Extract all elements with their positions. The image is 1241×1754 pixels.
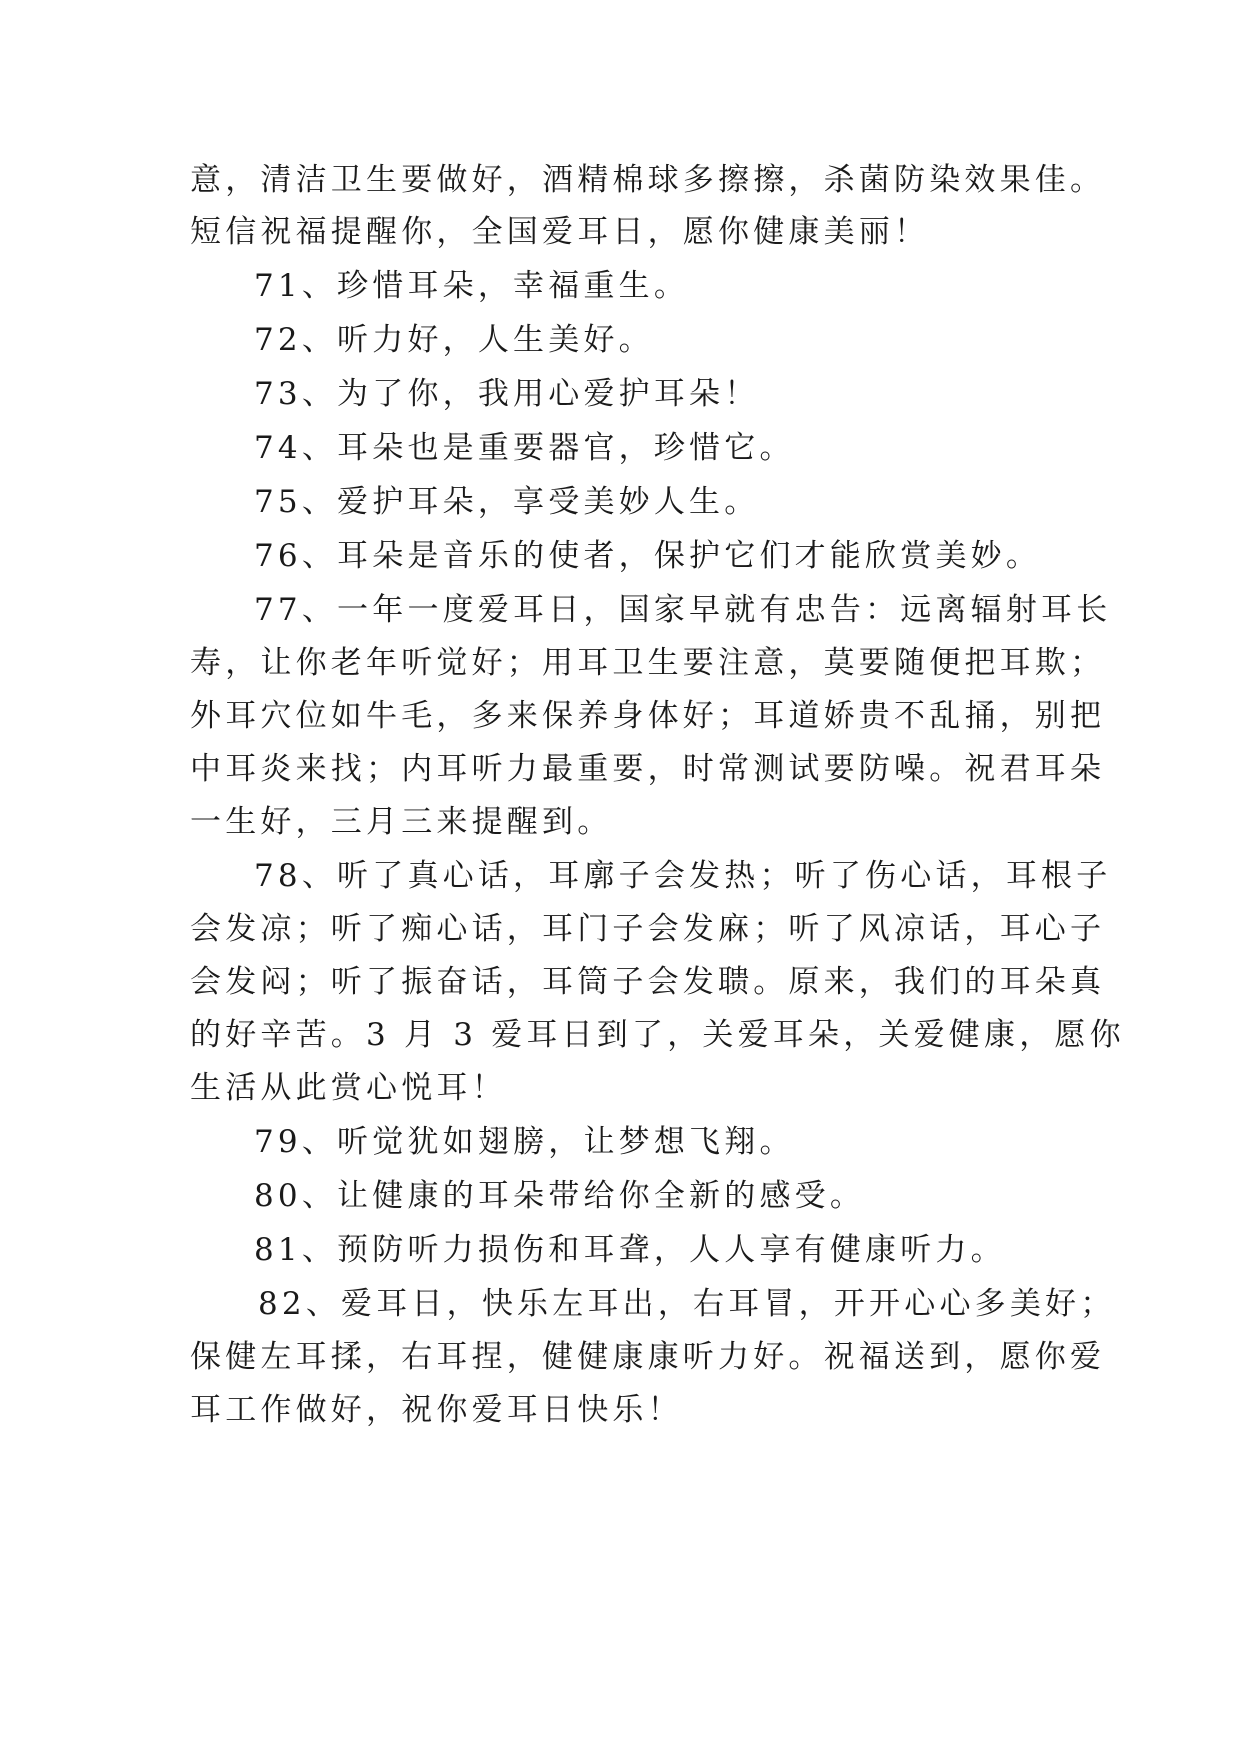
text-line: 会发闷；听了振奋话，耳筒子会发聩。原来，我们的耳朵真 [190,964,1106,1000]
list-item-78: 78、听了真心话，耳廓子会发热；听了伤心话，耳根子 [254,858,1112,894]
text-line: 中耳炎来找；内耳听力最重要，时常测试要防噪。祝君耳朵 [190,751,1106,787]
text-line: 寿，让你老年听觉好；用耳卫生要注意，莫要随便把耳欺； [190,645,1106,681]
text-line: 意，清洁卫生要做好，酒精棉球多擦擦，杀菌防染效果佳。 [190,162,1106,198]
text-line: 的好辛苦。3 月 3 爱耳日到了，关爱耳朵，关爱健康，愿你 [190,1017,1125,1053]
list-item-73: 73、为了你，我用心爱护耳朵！ [254,376,760,412]
text-line: 短信祝福提醒你，全国爱耳日，愿你健康美丽！ [190,214,930,250]
list-item-76: 76、耳朵是音乐的使者，保护它们才能欣赏美妙。 [254,538,1042,574]
list-item-71: 71、珍惜耳朵，幸福重生。 [254,268,690,304]
list-item-79: 79、听觉犹如翅膀，让梦想飞翔。 [254,1124,795,1160]
list-item-82: 82、爱耳日，快乐左耳出，右耳冒，开开心心多美好； [258,1286,1116,1322]
list-item-75: 75、爱护耳朵，享受美妙人生。 [254,484,760,520]
list-item-74: 74、耳朵也是重要器官，珍惜它。 [254,430,795,466]
text-line: 耳工作做好，祝你爱耳日快乐！ [190,1392,683,1428]
list-item-80: 80、让健康的耳朵带给你全新的感受。 [254,1178,866,1214]
list-item-81: 81、预防听力损伤和耳聋，人人享有健康听力。 [254,1232,1006,1268]
list-item-72: 72、听力好，人生美好。 [254,322,654,358]
list-item-77: 77、一年一度爱耳日，国家早就有忠告：远离辐射耳长 [254,592,1112,628]
text-line: 一生好，三月三来提醒到。 [190,804,613,840]
text-line: 生活从此赏心悦耳！ [190,1070,507,1106]
text-line: 外耳穴位如牛毛，多来保养身体好；耳道娇贵不乱捅，别把 [190,698,1106,734]
text-line: 保健左耳揉，右耳捏，健健康康听力好。祝福送到，愿你爱 [190,1339,1106,1375]
text-line: 会发凉；听了痴心话，耳门子会发麻；听了风凉话，耳心子 [190,911,1106,947]
